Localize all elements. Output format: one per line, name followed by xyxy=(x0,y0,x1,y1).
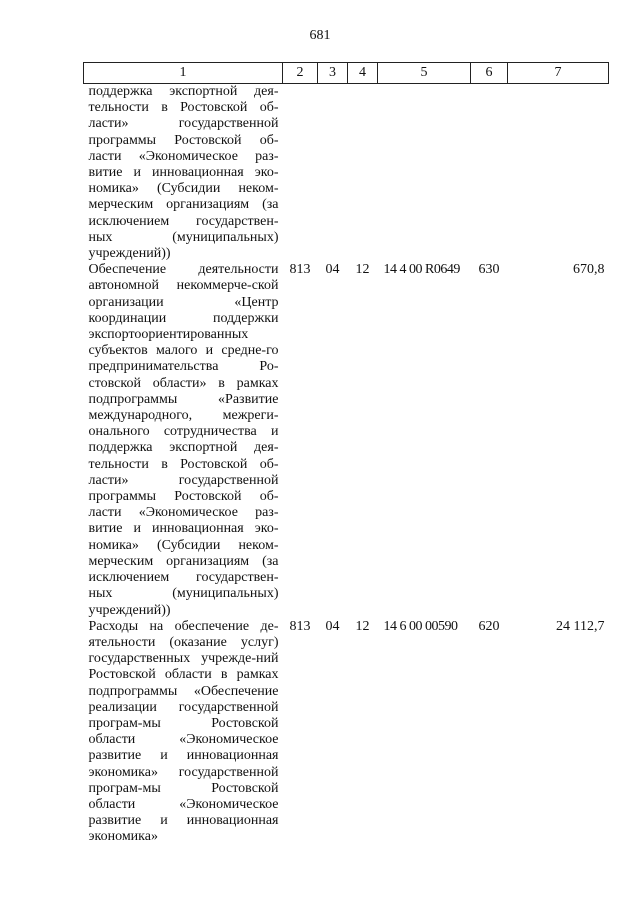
row-target-article xyxy=(378,84,471,263)
budget-table xyxy=(83,62,609,846)
page-number: 681 xyxy=(309,28,331,43)
column-header-5: 5 xyxy=(378,63,471,84)
column-header-6: 6 xyxy=(471,63,508,84)
row-admin-code: 813 xyxy=(289,618,311,634)
row-amount: 670,8 xyxy=(573,262,605,278)
row-subsection: 12 xyxy=(355,618,370,634)
table-row xyxy=(84,84,609,263)
column-header-4: 4 xyxy=(348,63,378,84)
column-header-3: 3 xyxy=(318,63,348,84)
row-expense-type xyxy=(471,84,508,263)
row-description: Расходы на обеспечение де-ятельности (оказание услуг) государственных учрежде-ний Ростовской области в рамках подпрограммы «Обеспечение реализации государственной програм-мы Ростовской области «Экономическое развитие и инновационная экономика» государственной програм-мы Ростовской области «Экономическое развитие и инновационная экономика» xyxy=(88,618,279,845)
table-row xyxy=(84,619,609,846)
row-subsection: 12 xyxy=(355,262,370,278)
column-header-7: 7 xyxy=(508,63,609,84)
row-amount xyxy=(508,84,609,263)
row-description: поддержка экспортной дея-тельности в Ростовской об-ласти» государственной программы Ростовской об-ласти «Экономическое раз-витие и инновационная эко-номика» (Субсидии неком-мерческим организациям (за исключением государствен-ных (муниципальных) учреждений)) xyxy=(88,84,279,262)
column-header-2: 2 xyxy=(283,63,318,84)
row-target-article: 14 6 00 00590 xyxy=(383,618,458,634)
row-admin-code xyxy=(283,84,318,263)
row-section: 04 xyxy=(325,618,340,634)
column-header-1: 1 xyxy=(84,63,283,84)
row-section xyxy=(318,84,348,263)
table-row xyxy=(84,262,609,618)
row-section: 04 xyxy=(325,262,340,278)
row-amount: 24 112,7 xyxy=(556,618,605,634)
row-expense-type: 620 xyxy=(478,618,500,634)
row-subsection xyxy=(348,84,378,263)
table-header-row xyxy=(84,63,609,84)
row-target-article: 14 4 00 R0649 xyxy=(383,262,460,278)
row-expense-type: 630 xyxy=(478,262,500,278)
row-description: Обеспечение деятельности автономной некоммерче-ской организации «Центр координации поддержки экспортоориентированных субъектов малого и средне-го предпринимательства Ро-стовской области» в рамках подпрограммы «Развитие международного, межреги-онального сотрудничества и поддержка экспортной дея-тельности в Ростовской об-ласти» государственной программы Ростовской об-ласти «Экономическое раз-витие и инновационная эко-номика» (Субсидии неком-мерческим организациям (за исключением государствен-ных (муниципальных) учреждений)) xyxy=(88,262,279,618)
row-admin-code: 813 xyxy=(289,262,311,278)
